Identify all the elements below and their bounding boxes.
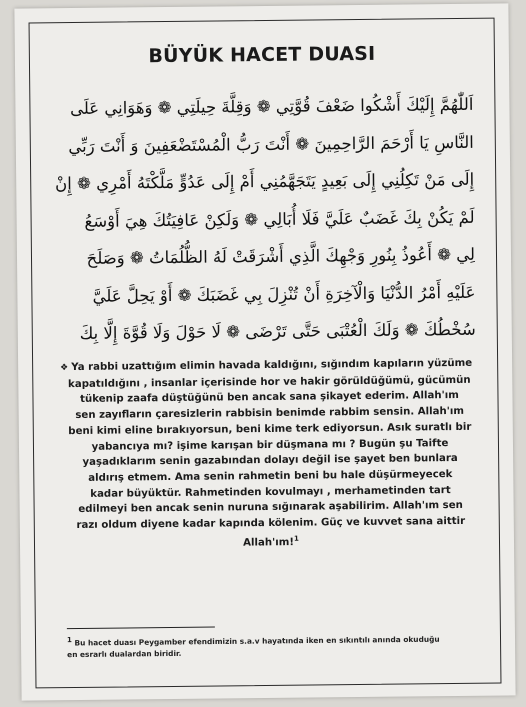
diamond-bullet-icon: ❖ bbox=[60, 363, 69, 374]
page-title: BÜYÜK HACET DUASI bbox=[148, 42, 376, 68]
arabic-line: اَللّٰهُمَّ إِلَيْكَ أَشْكُوا ضَعْفَ قُوَّتِي ❁ وَقِلَّةَ حِيلَتِي ❁ وَهَوَانِي عَلَى bbox=[69, 94, 474, 119]
translation-line: aldırış etmem. Ama senin rahmetin beni bu hale düşürmeyecek bbox=[88, 468, 453, 484]
translation-line: edilmeyi ben ancak senin nuruna sığınarak aşabilirim. Allah'ım sen bbox=[78, 500, 463, 516]
arabic-line: النَّاسِ يَا أَرْحَمَ الرَّاحِمِينَ ❁ أَنْتَ رَبُّ الْمُسْتَضْعَفِينَ وَ أَنْتَ رَبِّي bbox=[68, 132, 474, 156]
translation-line: tükenip zaafa düştüğünü ben ancak sana şikayet ederim. Allah'ım bbox=[80, 390, 459, 406]
translation-line: Allah'ım!$^1$ bbox=[243, 534, 299, 549]
footnote-line: en esrarlı dualardan biridir. bbox=[67, 649, 182, 660]
arabic-line: إِلَى مَنْ تَكِلُنِي إِلَى بَعِيدٍ يَتَجَهَّمُنِي أَمْ إِلَى عَدُوٍّ مَلَّكْتَهُ أَمْرِي ❁ إِنْ bbox=[55, 169, 475, 194]
footnote-line: 1 Bu hacet duası Peygamber efendimizin s.a.v hayatında iken en sıkıntılı anında okuduğu bbox=[66, 634, 440, 648]
translation-line: ❖ Ya rabbi uzattığım elimin havada kaldığını, sığındım kapıların yüzüme bbox=[60, 357, 473, 374]
arabic-line: سُخْطُكَ ❁ وَلَكَ الْعُتْبَى حَتَّى تَرْضَى ❁ لَا حَوْلَ وَلَا قُوَّةَ إِلَّا بِكَ bbox=[79, 319, 476, 343]
paper-sheet bbox=[14, 3, 515, 700]
translation-line: beni kimi eline bırakıyorsun, beni kime terk ediyorsun. Asık suratlı bir bbox=[68, 421, 472, 437]
arabic-prayer-text bbox=[53, 86, 476, 353]
arabic-line: عَلَيْهِ أَمْرُ الدُّنْيَا وَالْآخِرَةِ أَنْ تُنْزِلَ بِي غَضَبَكَ ❁ أَوْ يَحِلَّ عَلَيَّ bbox=[92, 282, 476, 306]
arabic-line: لِي ❁ أَعُوذُ بِنُورِ وَجْهِكَ الَّذِي أَشْرَقَتْ لَهُ الظُّلُمَاتُ ❁ وَصَلَحَ bbox=[86, 244, 476, 268]
translation-line: kapatıldığını , insanlar içerisinde hor ve hakir görüldüğümü, gücümün bbox=[67, 374, 471, 390]
translation-line: yabancıya mı? işime karışan bir düşmana mı ? Bugün şu Taifte bbox=[91, 437, 449, 453]
footnote-reference: 1 bbox=[293, 534, 299, 543]
footnote-number: 1 bbox=[66, 636, 72, 645]
translation-line: razı oldum diyene kadar kapında kölenim. Güç ve kuvvet sana aittir bbox=[76, 515, 466, 532]
translation-line: kadar büyüktür. Rahmetinden kovulmayı , merhametinden tart bbox=[90, 484, 451, 500]
translation-line: yaşadıklarım senin gazabından dolayı değil ise şayet ben bunlara bbox=[82, 453, 458, 469]
translation-line: sen zayıfların çaresizlerin rabbisin benimde rabbim sensin. Allah'ım bbox=[75, 406, 465, 422]
arabic-line: لَمْ يَكُنْ بِكَ غَضَبٌ عَلَيَّ فَلَا أُبَالِي ❁ وَلَكِنْ عَافِيَتُكَ هِيَ أَوْسَعُ bbox=[84, 207, 475, 231]
footnote bbox=[67, 630, 487, 662]
turkish-translation bbox=[60, 356, 480, 553]
